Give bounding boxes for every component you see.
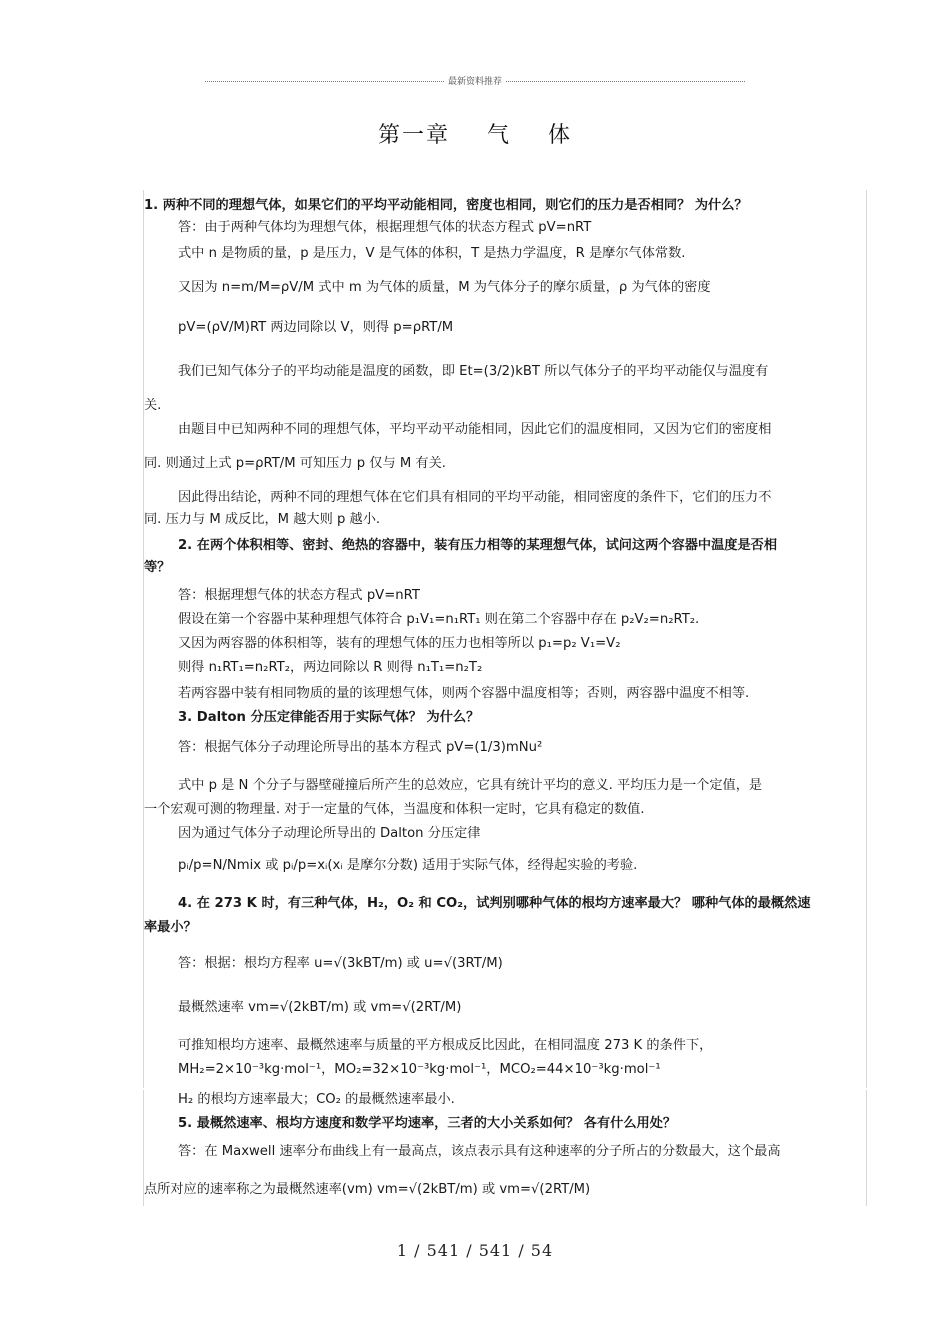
text-line: 答：根据理想气体的状态方程式 pV=nRT: [178, 588, 420, 603]
text-line: 又因为两容器的体积相等，装有的理想气体的压力也相等所以 p₁=p₂ V₁=V₂: [178, 636, 621, 651]
header-dots-left: [205, 81, 444, 82]
text-line: pV=(ρV/M)RT 两边同除以 V，则得 p=ρRT/M: [178, 320, 454, 335]
scanned-block-2: [143, 1090, 867, 1206]
text-line: 答：由于两种气体均为理想气体，根据理想气体的状态方程式 pV=nRT: [178, 220, 592, 235]
header-dots-right: [506, 81, 745, 82]
text-line: 3. Dalton 分压定律能否用于实际气体？ 为什么？: [178, 710, 480, 725]
page-footer: 1 / 541 / 541 / 54: [396, 1241, 554, 1260]
text-line: 5. 最概然速率、根均方速度和数学平均速率，三者的大小关系如何？ 各有什么用处？: [178, 1116, 677, 1131]
scanned-block-1: [143, 190, 867, 1088]
text-line: 等？: [144, 560, 171, 575]
text-line: 答：在 Maxwell 速率分布曲线上有一最高点，该点表示具有这种速率的分子所占的分数最大，这个最高: [178, 1144, 781, 1159]
chapter-title: 第一章 气 体: [378, 123, 572, 148]
text-line: 因此得出结论，两种不同的理想气体在它们具有相同的平均平动能，相同密度的条件下，它们的压力不: [178, 490, 772, 505]
text-line: MH₂=2×10⁻³kg·mol⁻¹，MO₂=32×10⁻³kg·mol⁻¹，MCO₂=44×10⁻³kg·mol⁻¹: [178, 1062, 661, 1077]
text-line: 答：根据：根均方程率 u=√(3kBT/m) 或 u=√(3RT/M): [178, 956, 503, 971]
text-line: 由题目中已知两种不同的理想气体，平均平动平动能相同，因此它们的温度相同，又因为它们的密度相: [178, 422, 772, 437]
text-line: 式中 n 是物质的量，p 是压力，V 是气体的体积，T 是热力学温度，R 是摩尔气体常数.: [178, 246, 686, 261]
text-line: 若两容器中装有相同物质的量的该理想气体，则两个容器中温度相等；否则，两容器中温度不相等.: [178, 686, 750, 701]
text-line: 最概然速率 vm=√(2kBT/m) 或 vm=√(2RT/M): [178, 1000, 462, 1015]
text-line: 因为通过气体分子动理论所导出的 Dalton 分压定律: [178, 826, 481, 841]
text-line: 则得 n₁RT₁=n₂RT₂，两边同除以 R 则得 n₁T₁=n₂T₂: [178, 660, 483, 675]
text-line: 2. 在两个体积相等、密封、绝热的容器中，装有压力相等的某理想气体，试问这两个容器中温度是否相: [178, 538, 778, 553]
text-line: 同. 压力与 M 成反比，M 越大则 p 越小.: [144, 512, 381, 527]
text-line: 关.: [144, 398, 162, 413]
header-text: 最新资料推荐: [448, 77, 503, 87]
text-line: 同. 则通过上式 p=ρRT/M 可知压力 p 仅与 M 有关.: [144, 456, 446, 471]
text-line: H₂ 的根均方速率最大；CO₂ 的最概然速率最小.: [178, 1092, 455, 1107]
text-line: 式中 p 是 N 个分子与器壁碰撞后所产生的总效应，它具有统计平均的意义. 平均压力是一个定值，是: [178, 778, 763, 793]
text-line: 4. 在 273 K 时，有三种气体，H₂，O₂ 和 CO₂，试判别哪种气体的根均方速率最大？ 哪种气体的最概然速: [178, 896, 811, 911]
text-line: 答：根据气体分子动理论所导出的基本方程式 pV=(1/3)mNu²: [178, 740, 543, 755]
text-line: 假设在第一个容器中某种理想气体符合 p₁V₁=n₁RT₁ 则在第二个容器中存在 p₂V₂=n₂RT₂.: [178, 612, 700, 627]
text-line: 又因为 n=m/M=ρV/M 式中 m 为气体的质量，M 为气体分子的摩尔质量，ρ 为气体的密度: [178, 280, 711, 295]
text-line: pᵢ/p=N/Nmix 或 pᵢ/p=xᵢ(xᵢ 是摩尔分数) 适用于实际气体，经得起实验的考验.: [178, 858, 638, 873]
text-line: 1. 两种不同的理想气体，如果它们的平均平动能相同，密度也相同，则它们的压力是否相同？ 为什么？: [144, 198, 748, 213]
text-line: 点所对应的速率称之为最概然速率(vm) vm=√(2kBT/m) 或 vm=√(2RT/M): [144, 1182, 591, 1197]
text-line: 可推知根均方速率、最概然速率与质量的平方根成反比因此，在相同温度 273 K 的条件下，: [178, 1038, 713, 1053]
text-line: 一个宏观可测的物理量. 对于一定量的气体，当温度和体积一定时，它具有稳定的数值.: [144, 802, 645, 817]
page-header: [205, 74, 745, 87]
text-line: 我们已知气体分子的平均动能是温度的函数，即 Et=(3/2)kBT 所以气体分子的平均平动能仅与温度有: [178, 364, 769, 379]
text-line: 率最小？: [144, 920, 197, 935]
